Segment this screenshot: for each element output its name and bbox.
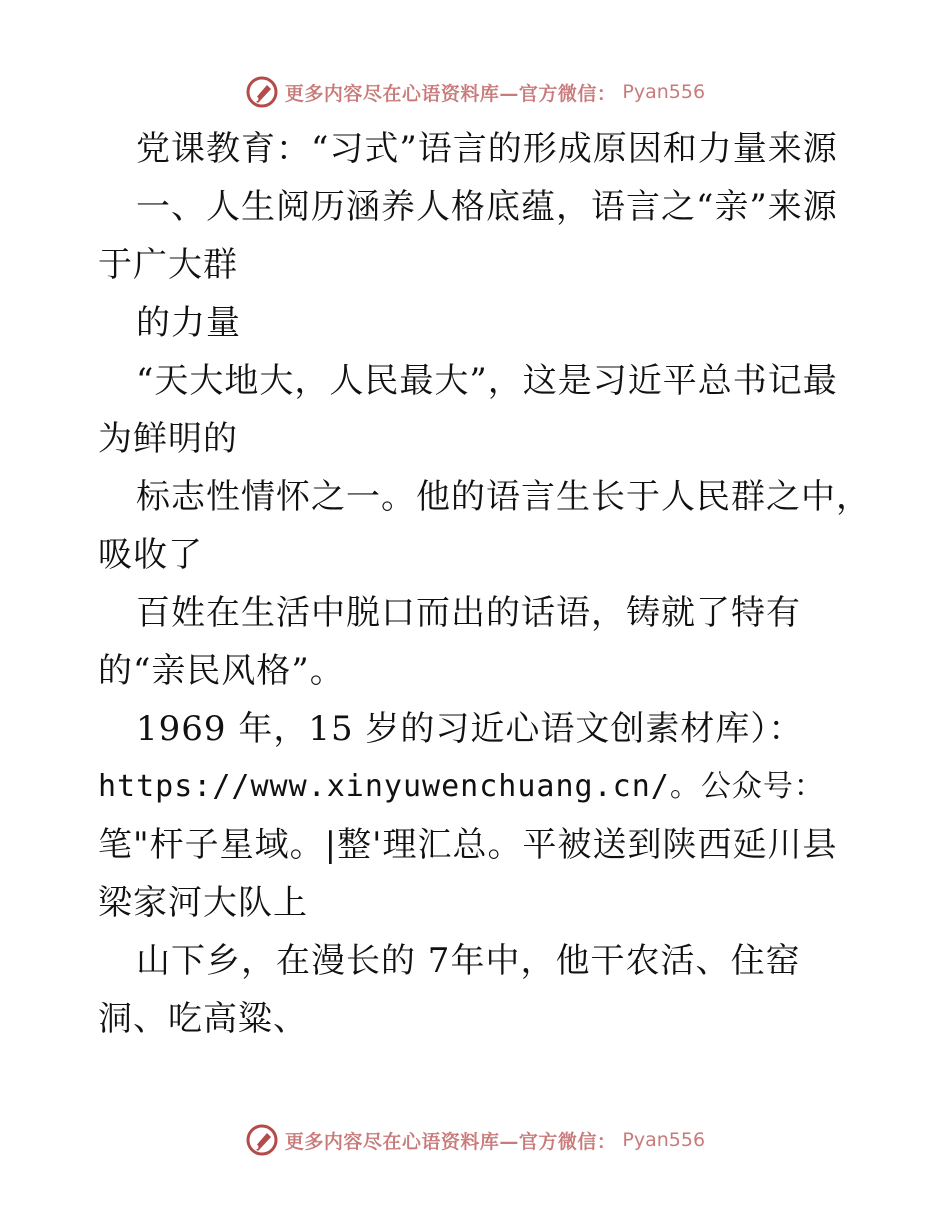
- watermark-text: 更多内容尽在心语资料库—官方微信：: [284, 1130, 617, 1153]
- watermark-text: 更多内容尽在心语资料库—官方微信：: [284, 82, 617, 105]
- text-line: 山下乡，在漫长的 7年中，他干农活、住窑: [136, 941, 801, 981]
- section-heading: 一、人生阅历涵养人格底蕴，语言之“亲”来源: [136, 187, 838, 227]
- watermark-wechat-id: Pyan556: [622, 81, 706, 103]
- text-line: 百姓在生活中脱口而出的话语，铸就了特有: [136, 593, 801, 633]
- text-line: 梁家河大队上: [98, 883, 308, 923]
- text-line: 吸收了: [98, 535, 203, 575]
- text-line: 洞、吃高粱、: [98, 999, 308, 1039]
- text-line: 笔"杆子星域。|整'理汇总。平被送到陕西延川县: [98, 825, 838, 865]
- document-title: 党课教育：“习式”语言的形成原因和力量来源: [136, 129, 838, 169]
- pen-nib-logo: [245, 1123, 279, 1157]
- watermark-wechat-id: Pyan556: [622, 1129, 706, 1151]
- document-body: [98, 120, 871, 1048]
- footer-watermark-banner: [0, 1120, 950, 1160]
- text-line: 标志性情怀之一。他的语言生长于人民群之中，: [136, 477, 871, 517]
- text-line: 的力量: [136, 303, 241, 343]
- text-line: 1969 年，15 岁的习近心语文创素材库）：: [136, 709, 804, 749]
- text-line: 为鲜明的: [98, 419, 238, 459]
- header-watermark-banner: [0, 72, 950, 112]
- pen-nib-logo: [245, 75, 279, 109]
- url-line: https://www.xinyuwenchuang.cn/。公众号：: [98, 769, 825, 804]
- text-line: 的“亲民风格”。: [98, 651, 345, 691]
- text-line: 于广大群: [98, 245, 238, 285]
- text-line: “天大地大，人民最大”，这是习近平总书记最: [136, 361, 838, 401]
